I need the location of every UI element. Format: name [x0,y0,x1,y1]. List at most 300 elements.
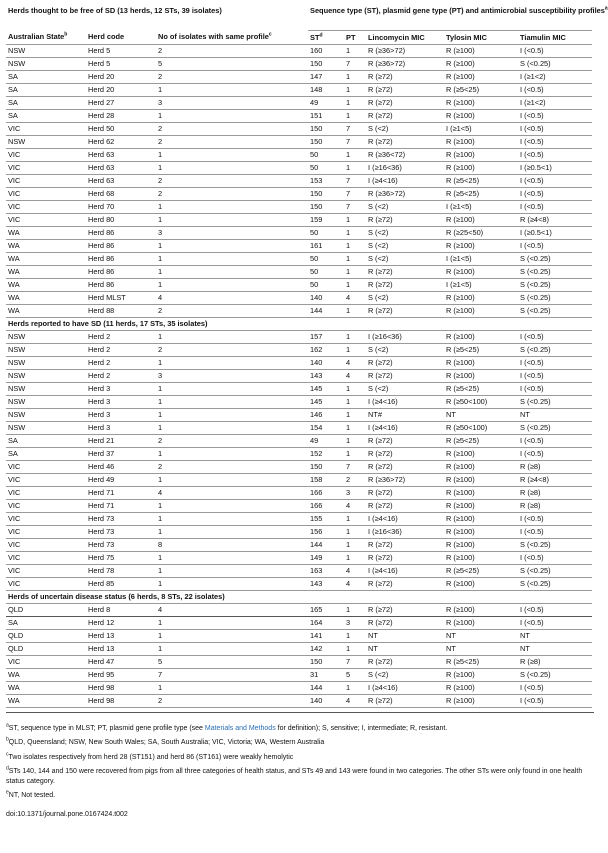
cell-isolate-count: 1 [156,629,308,642]
cell-st: 155 [308,512,344,525]
cell-pt: 1 [344,330,366,343]
cell-pt: 1 [344,551,366,564]
cell-isolate-count: 3 [156,226,308,239]
cell-state: WA [6,226,86,239]
cell-state: NSW [6,135,86,148]
table-row [6,473,592,486]
cell-tylosin-mic: R (≥100) [444,44,518,57]
cell-isolate-count: 1 [156,330,308,343]
cell-lincomycin-mic: R (≥72) [366,265,444,278]
table-row [6,96,592,109]
cell-isolate-count: 2 [156,460,308,473]
cell-tylosin-mic: R (≥100) [444,473,518,486]
cell-pt: 4 [344,369,366,382]
cell-tylosin-mic: R (≥5<25) [444,187,518,200]
cell-herd-code: Herd 88 [86,304,156,317]
cell-st: 49 [308,96,344,109]
cell-state: VIC [6,564,86,577]
cell-tiamulin-mic: S (<0.25) [518,564,592,577]
cell-lincomycin-mic: R (≥72) [366,655,444,668]
table-row [6,343,592,356]
cell-isolate-count: 1 [156,265,308,278]
cell-herd-code: Herd 47 [86,655,156,668]
cell-pt: 1 [344,148,366,161]
cell-state: SA [6,83,86,96]
cell-tylosin-mic: R (≥100) [444,57,518,70]
cell-tiamulin-mic: I (<0.5) [518,174,592,187]
cell-tiamulin-mic: S (<0.25) [518,343,592,356]
cell-pt: 4 [344,577,366,590]
cell-tylosin-mic: R (≥100) [444,265,518,278]
cell-state: NSW [6,57,86,70]
cell-lincomycin-mic: NT [366,629,444,642]
cell-pt: 4 [344,356,366,369]
cell-lincomycin-mic: R (≥72) [366,369,444,382]
cell-tiamulin-mic: NT [518,629,592,642]
cell-tylosin-mic: R (≥100) [444,694,518,707]
table-row [6,395,592,408]
table-row [6,486,592,499]
cell-state: SA [6,434,86,447]
cell-lincomycin-mic: R (≥36<72) [366,148,444,161]
cell-herd-code: Herd 63 [86,174,156,187]
footnote-e: $^e$NT, Not tested. [6,789,56,799]
cell-state: VIC [6,122,86,135]
cell-isolate-count: 3 [156,369,308,382]
cell-state: VIC [6,460,86,473]
cell-st: 147 [308,70,344,83]
cell-tiamulin-mic: I (<0.5) [518,681,592,694]
cell-tiamulin-mic: I (<0.5) [518,434,592,447]
cell-tylosin-mic: R (≥100) [444,577,518,590]
cell-pt: 1 [344,239,366,252]
cell-pt: 1 [344,44,366,57]
cell-tylosin-mic: R (≥100) [444,70,518,83]
cell-lincomycin-mic: R (≥72) [366,447,444,460]
cell-state: NSW [6,421,86,434]
cell-pt: 7 [344,200,366,213]
table-row [6,512,592,525]
cell-herd-code: Herd 49 [86,473,156,486]
cell-pt: 2 [344,473,366,486]
cell-herd-code: Herd 73 [86,538,156,551]
cell-st: 164 [308,616,344,629]
cell-state: SA [6,109,86,122]
cell-state: VIC [6,538,86,551]
cell-lincomycin-mic: I (≥16<36) [366,525,444,538]
cell-isolate-count: 1 [156,499,308,512]
cell-tylosin-mic: R (≥100) [444,161,518,174]
cell-state: WA [6,304,86,317]
cell-state: NSW [6,382,86,395]
table-row [6,694,592,707]
cell-herd-code: Herd 86 [86,265,156,278]
cell-isolate-count: 1 [156,421,308,434]
cell-pt: 4 [344,499,366,512]
cell-state: WA [6,239,86,252]
table-row [6,603,592,616]
cell-isolate-count: 1 [156,551,308,564]
cell-tylosin-mic: R (≥100) [444,356,518,369]
cell-st: 150 [308,187,344,200]
column-header: Australian State$^b$ [6,30,86,44]
table-row [6,681,592,694]
cell-tylosin-mic: R (≥100) [444,304,518,317]
table-row [6,70,592,83]
cell-st: 158 [308,473,344,486]
cell-st: 50 [308,265,344,278]
cell-tiamulin-mic: S (<0.25) [518,538,592,551]
cell-tylosin-mic: I (≥1<5) [444,278,518,291]
cell-isolate-count: 1 [156,83,308,96]
cell-lincomycin-mic: S (<2) [366,239,444,252]
cell-tylosin-mic: R (≥50<100) [444,421,518,434]
cell-herd-code: Herd 86 [86,252,156,265]
cell-st: 143 [308,577,344,590]
cell-herd-code: Herd 80 [86,213,156,226]
cell-tylosin-mic: R (≥100) [444,239,518,252]
table-row [6,499,592,512]
cell-pt: 1 [344,395,366,408]
cell-state: VIC [6,174,86,187]
cell-tylosin-mic: R (≥25<50) [444,226,518,239]
cell-tiamulin-mic: I (<0.5) [518,447,592,460]
cell-st: 31 [308,668,344,681]
cell-lincomycin-mic: S (<2) [366,343,444,356]
table-row [6,460,592,473]
cell-isolate-count: 5 [156,57,308,70]
cell-lincomycin-mic: R (≥72) [366,83,444,96]
cell-st: 49 [308,434,344,447]
cell-state: WA [6,265,86,278]
cell-state: VIC [6,200,86,213]
cell-lincomycin-mic: S (<2) [366,291,444,304]
cell-state: WA [6,278,86,291]
cell-herd-code: Herd 63 [86,161,156,174]
table-row [6,109,592,122]
cell-tiamulin-mic: I (<0.5) [518,44,592,57]
cell-herd-code: Herd 75 [86,551,156,564]
cell-herd-code: Herd 68 [86,187,156,200]
cell-lincomycin-mic: R (≥72) [366,70,444,83]
cell-isolate-count: 2 [156,44,308,57]
cell-pt: 1 [344,83,366,96]
cell-st: 144 [308,538,344,551]
cell-lincomycin-mic: I (≥4<16) [366,512,444,525]
cell-isolate-count: 1 [156,577,308,590]
cell-lincomycin-mic: R (≥72) [366,499,444,512]
cell-herd-code: Herd 27 [86,96,156,109]
table-row [6,161,592,174]
cell-tylosin-mic: R (≥50<100) [444,395,518,408]
cell-lincomycin-mic: R (≥72) [366,304,444,317]
cell-herd-code: Herd 3 [86,408,156,421]
table-row [6,83,592,96]
cell-tiamulin-mic: I (≥1<2) [518,96,592,109]
cell-st: 151 [308,109,344,122]
cell-isolate-count: 2 [156,304,308,317]
cell-st: 50 [308,252,344,265]
cell-pt: 1 [344,70,366,83]
cell-lincomycin-mic: R (≥72) [366,213,444,226]
cell-isolate-count: 1 [156,213,308,226]
cell-state: NSW [6,369,86,382]
cell-isolate-count: 1 [156,564,308,577]
cell-tiamulin-mic: I (≥0.5<1) [518,226,592,239]
cell-tylosin-mic: NT [444,642,518,655]
section-header [6,317,592,330]
cell-herd-code: Herd 85 [86,577,156,590]
cell-tiamulin-mic: R (≥8) [518,655,592,668]
cell-pt: 1 [344,161,366,174]
cell-lincomycin-mic: R (≥72) [366,434,444,447]
cell-isolate-count: 1 [156,525,308,538]
group-header-right: Sequence type (ST), plasmid gene type (PT) and antimicrobial susceptibility profiles$^a$ [308,4,592,30]
table-row [6,525,592,538]
footnote-divider [6,712,594,722]
cell-st: 150 [308,57,344,70]
cell-pt: 1 [344,226,366,239]
cell-isolate-count: 8 [156,538,308,551]
cell-herd-code: Herd 73 [86,525,156,538]
cell-state: WA [6,681,86,694]
cell-tylosin-mic: R (≥100) [444,616,518,629]
cell-herd-code: Herd 98 [86,681,156,694]
cell-lincomycin-mic: S (<2) [366,226,444,239]
cell-tiamulin-mic: I (<0.5) [518,525,592,538]
table-row [6,538,592,551]
cell-herd-code: Herd 46 [86,460,156,473]
table-group-header [6,4,592,30]
cell-tylosin-mic: R (≥100) [444,499,518,512]
cell-pt: 7 [344,57,366,70]
cell-tiamulin-mic: S (<0.25) [518,252,592,265]
column-header: PT [344,30,366,44]
cell-pt: 3 [344,616,366,629]
cell-tiamulin-mic: R (≥8) [518,486,592,499]
cell-tiamulin-mic: I (<0.5) [518,330,592,343]
cell-pt: 7 [344,122,366,135]
cell-herd-code: Herd 8 [86,603,156,616]
cell-tiamulin-mic: S (<0.25) [518,395,592,408]
cell-tylosin-mic: R (≥5<25) [444,655,518,668]
cell-st: 156 [308,525,344,538]
cell-pt: 1 [344,213,366,226]
cell-tiamulin-mic: I (<0.5) [518,616,592,629]
table-row [6,434,592,447]
cell-st: 157 [308,330,344,343]
cell-st: 152 [308,447,344,460]
cell-st: 150 [308,122,344,135]
cell-pt: 1 [344,681,366,694]
cell-lincomycin-mic: S (<2) [366,200,444,213]
cell-herd-code: Herd 2 [86,330,156,343]
cell-isolate-count: 1 [156,642,308,655]
cell-tiamulin-mic: S (<0.25) [518,304,592,317]
table-row [6,330,592,343]
cell-isolate-count: 2 [156,343,308,356]
cell-pt: 7 [344,174,366,187]
cell-pt: 1 [344,382,366,395]
cell-lincomycin-mic: S (<2) [366,382,444,395]
cell-isolate-count: 4 [156,603,308,616]
cell-pt: 1 [344,525,366,538]
cell-tiamulin-mic: S (<0.25) [518,577,592,590]
cell-tylosin-mic: R (≥100) [444,96,518,109]
cell-herd-code: Herd 37 [86,447,156,460]
cell-state: WA [6,694,86,707]
materials-methods-link[interactable]: Materials and Methods [204,724,276,732]
cell-tiamulin-mic: R (≥8) [518,460,592,473]
cell-lincomycin-mic: I (≥4<16) [366,564,444,577]
cell-tiamulin-mic: I (<0.5) [518,148,592,161]
cell-tylosin-mic: R (≥100) [444,291,518,304]
cell-tiamulin-mic: I (<0.5) [518,694,592,707]
cell-state: VIC [6,512,86,525]
table-row [6,369,592,382]
cell-lincomycin-mic: NT [366,642,444,655]
column-header: No of isolates with same profile$^c$ [156,30,308,44]
group-header-left: Herds thought to be free of SD (13 herds, 12 STs, 39 isolates) [8,6,222,15]
cell-herd-code: Herd 71 [86,499,156,512]
cell-herd-code: Herd 20 [86,70,156,83]
cell-herd-code: Herd 3 [86,421,156,434]
cell-tylosin-mic: R (≥100) [444,538,518,551]
cell-tylosin-mic: R (≥100) [444,369,518,382]
cell-pt: 1 [344,343,366,356]
cell-tiamulin-mic: I (<0.5) [518,551,592,564]
cell-tylosin-mic: R (≥100) [444,109,518,122]
table-row [6,356,592,369]
cell-lincomycin-mic: I (≥4<16) [366,681,444,694]
cell-st: 148 [308,83,344,96]
footnote-c: $^c$Two isolates respectively from herd 28 (ST151) and herd 86 (ST161) were weakly hemolytic [6,751,294,761]
table-row [6,564,592,577]
cell-isolate-count: 1 [156,252,308,265]
cell-lincomycin-mic: R (≥72) [366,551,444,564]
cell-lincomycin-mic: R (≥72) [366,616,444,629]
cell-isolate-count: 1 [156,148,308,161]
cell-isolate-count: 3 [156,96,308,109]
table-row [6,44,592,57]
cell-state: WA [6,291,86,304]
section-title: Herds of uncertain disease status (6 herds, 8 STs, 22 isolates) [6,590,592,603]
cell-herd-code: Herd MLST [86,291,156,304]
cell-tylosin-mic: R (≥100) [444,551,518,564]
cell-herd-code: Herd 98 [86,694,156,707]
cell-herd-code: Herd 50 [86,122,156,135]
data-table [6,4,608,708]
cell-st: 150 [308,460,344,473]
cell-st: 150 [308,200,344,213]
cell-lincomycin-mic: I (≥16<36) [366,161,444,174]
cell-tiamulin-mic: I (<0.5) [518,122,592,135]
cell-state: VIC [6,486,86,499]
cell-lincomycin-mic: R (≥72) [366,135,444,148]
cell-herd-code: Herd 3 [86,382,156,395]
column-header: $ST^d$ [308,30,344,44]
cell-pt: 3 [344,486,366,499]
cell-state: VIC [6,148,86,161]
cell-herd-code: Herd 2 [86,343,156,356]
cell-pt: 1 [344,109,366,122]
cell-pt: 1 [344,538,366,551]
cell-st: 140 [308,356,344,369]
cell-st: 163 [308,564,344,577]
table-body [6,44,592,707]
table-row [6,57,592,70]
cell-state: VIC [6,577,86,590]
cell-pt: 1 [344,252,366,265]
cell-isolate-count: 1 [156,408,308,421]
cell-isolate-count: 4 [156,486,308,499]
cell-isolate-count: 4 [156,291,308,304]
cell-tylosin-mic: R (≥100) [444,148,518,161]
cell-tiamulin-mic: I (<0.5) [518,603,592,616]
cell-state: VIC [6,213,86,226]
cell-state: NSW [6,44,86,57]
table-row [6,421,592,434]
cell-lincomycin-mic: I (≥4<16) [366,174,444,187]
cell-pt: 1 [344,408,366,421]
cell-tiamulin-mic: S (<0.25) [518,291,592,304]
cell-pt: 1 [344,434,366,447]
table-row [6,291,592,304]
cell-lincomycin-mic: R (≥72) [366,603,444,616]
cell-tylosin-mic: R (≥100) [444,512,518,525]
cell-isolate-count: 1 [156,382,308,395]
cell-st: 166 [308,486,344,499]
table-row [6,655,592,668]
cell-isolate-count: 1 [156,200,308,213]
cell-tylosin-mic: I (≥1<5) [444,122,518,135]
doi-label: doi:10.1371/journal.pone.0167424.t002 [6,810,128,818]
cell-pt: 1 [344,512,366,525]
cell-tylosin-mic: R (≥5<25) [444,174,518,187]
cell-lincomycin-mic: NT# [366,408,444,421]
table-row [6,382,592,395]
cell-lincomycin-mic: R (≥72) [366,486,444,499]
table-row [6,447,592,460]
cell-tylosin-mic: R (≥5<25) [444,343,518,356]
cell-st: 160 [308,44,344,57]
cell-st: 145 [308,395,344,408]
cell-tylosin-mic: I (≥1<5) [444,200,518,213]
section-title: Herds reported to have SD (11 herds, 17 STs, 35 isolates) [6,317,592,330]
cell-tylosin-mic: R (≥5<25) [444,83,518,96]
cell-herd-code: Herd 70 [86,200,156,213]
cell-state: VIC [6,551,86,564]
cell-pt: 7 [344,135,366,148]
cell-herd-code: Herd 62 [86,135,156,148]
cell-pt: 1 [344,629,366,642]
cell-tylosin-mic: R (≥100) [444,447,518,460]
cell-tiamulin-mic: I (<0.5) [518,369,592,382]
cell-lincomycin-mic: R (≥36>72) [366,187,444,200]
cell-pt: 1 [344,304,366,317]
footnote-b: $^b$QLD, Queensland; NSW, New South Wales; SA, South Australia; VIC, Victoria; WA, Western Australia [6,736,325,746]
cell-tiamulin-mic: NT [518,408,592,421]
table-row [6,148,592,161]
cell-lincomycin-mic: I (≥16<36) [366,330,444,343]
cell-tylosin-mic: R (≥100) [444,135,518,148]
cell-isolate-count: 2 [156,70,308,83]
cell-state: NSW [6,330,86,343]
table-row [6,239,592,252]
cell-state: NSW [6,356,86,369]
table-row [6,135,592,148]
cell-herd-code: Herd 13 [86,642,156,655]
